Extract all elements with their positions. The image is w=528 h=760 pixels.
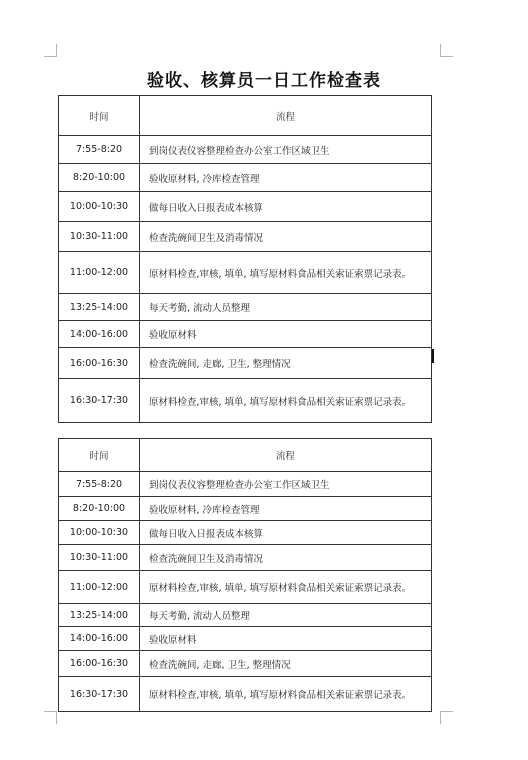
table-row [59,164,432,192]
header-time: 时间 [59,439,140,472]
table-row [59,545,432,571]
task-cell: 到岗仪表仪容整理检查办公室工作区域卫生 [140,472,432,497]
page-corner-mark-bottom-right [440,711,453,724]
schedule-table-2 [58,438,432,712]
time-cell: 10:00-10:30 [59,192,140,222]
task-cell: 到岗仪表仪容整理检查办公室工作区域卫生 [140,136,432,164]
table-row [59,379,432,423]
task-cell: 检查洗碗间卫生及消毒情况 [140,545,432,571]
text-cursor-mark [432,349,434,363]
schedule-table-1 [58,95,432,423]
table-row [59,472,432,497]
task-cell: 验收原材料, 冷库检查管理 [140,497,432,521]
table-row [59,604,432,627]
task-cell: 验收原材料 [140,627,432,651]
task-cell: 每天考勤, 流动人员整理 [140,294,432,321]
time-cell: 11:00-12:00 [59,571,140,604]
time-cell: 16:30-17:30 [59,379,140,423]
table-row [59,222,432,252]
task-cell: 检查洗碗间, 走廊, 卫生, 整理情况 [140,348,432,379]
time-cell: 14:00-16:00 [59,627,140,651]
time-cell: 16:00-16:30 [59,651,140,677]
table-row [59,294,432,321]
time-cell: 13:25-14:00 [59,294,140,321]
time-cell: 14:00-16:00 [59,321,140,348]
header-process: 流程 [140,96,432,136]
task-cell: 验收原材料, 冷库检查管理 [140,164,432,192]
table-row [59,571,432,604]
time-cell: 11:00-12:00 [59,252,140,294]
time-cell: 8:20-10:00 [59,164,140,192]
time-cell: 10:30-11:00 [59,222,140,252]
task-cell: 原材料检查,审核, 填单, 填写原材料食品相关索证索票记录表。 [140,379,432,423]
time-cell: 16:30-17:30 [59,677,140,712]
task-cell: 做每日收入日报表成本核算 [140,521,432,545]
time-cell: 7:55-8:20 [59,136,140,164]
time-cell: 10:00-10:30 [59,521,140,545]
table-row [59,348,432,379]
task-cell: 原材料检查,审核, 填单, 填写原材料食品相关索证索票记录表。 [140,677,432,712]
task-cell: 原材料检查,审核, 填单, 填写原材料食品相关索证索票记录表。 [140,571,432,604]
time-cell: 10:30-11:00 [59,545,140,571]
table-row [59,192,432,222]
task-cell: 检查洗碗间卫生及消毒情况 [140,222,432,252]
table-row [59,497,432,521]
task-cell: 做每日收入日报表成本核算 [140,192,432,222]
table-header-row [59,439,432,472]
task-cell: 原材料检查,审核, 填单, 填写原材料食品相关索证索票记录表。 [140,252,432,294]
table-header-row [59,96,432,136]
page-corner-mark-bottom-left [44,711,57,724]
task-cell: 检查洗碗间, 走廊, 卫生, 整理情况 [140,651,432,677]
task-cell: 验收原材料 [140,321,432,348]
page-corner-mark-top-right [440,44,453,57]
header-process: 流程 [140,439,432,472]
table-row [59,627,432,651]
table-row [59,521,432,545]
table-row [59,651,432,677]
time-cell: 16:00-16:30 [59,348,140,379]
time-cell: 7:55-8:20 [59,472,140,497]
table-row [59,321,432,348]
task-cell: 每天考勤, 流动人员整理 [140,604,432,627]
table-row [59,677,432,712]
time-cell: 13:25-14:00 [59,604,140,627]
header-time: 时间 [59,96,140,136]
time-cell: 8:20-10:00 [59,497,140,521]
document-title: 验收、核算员一日工作检查表 [147,71,381,91]
table-row [59,252,432,294]
table-row [59,136,432,164]
page-corner-mark-top-left [44,44,57,57]
